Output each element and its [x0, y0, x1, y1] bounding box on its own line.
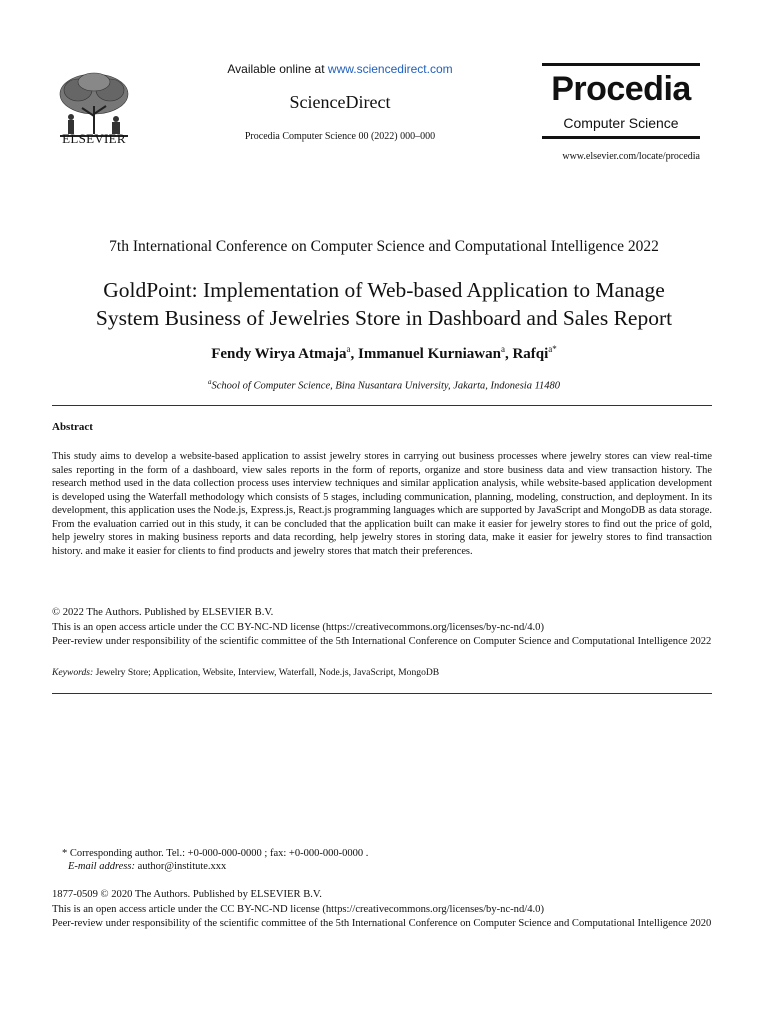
issn-line: 1877-0509 © 2020 The Authors. Published by ELSEVIER B.V. — [52, 889, 322, 900]
abstract-top-rule — [52, 405, 712, 406]
keywords-label: Keywords: — [52, 667, 94, 678]
procedia-wordmark: Procedia — [551, 70, 691, 108]
title-line-1: GoldPoint: Implementation of Web-based Application to Manage — [103, 278, 665, 302]
abstract-heading: Abstract — [52, 421, 93, 433]
corresponding-author-note: * Corresponding author. Tel.: +0-000-000-0000 ; fax: +0-000-000-0000 . — [62, 848, 369, 859]
email-label: E-mail address: — [68, 861, 135, 872]
abstract-body: This study aims to develop a website-based application to assist jewelry stores in carrying out business processes where jewelry stores can view real-time sales reporting in the form of a dashboard, view sales reports in the form of reports, organize and store business data and view transaction history. The research method used in the data collection process uses interview techniques and similar application analysis, while website-based application development is developed using the Waterfall methodology which consists of 5 stages, including communication, planning, modeling, construction, and deployment. In its development, this application uses the Node.js, Express.js, React.js programming languages which are supported by JavaScript and MongoDB as data storage. From the evaluation carried out in this study, it can be concluded that the application built can make it easier for jewelry stores to find out the price of gold, help jewelry stores in making business reports and data recording, help jewelry stores in storing data, make it easier for jewelry stores to find transaction history. and make it easier for clients to find products and jewelry stores that match their preferences. — [52, 451, 712, 557]
license-line: This is an open access article under the CC BY-NC-ND license (https://creativecommons.org/licenses/by-nc-nd/4.0) — [52, 621, 544, 633]
author-list: Fendy Wirya Atmaja$^a$, Immanuel Kurniawan$^a$, Rafqi$^{a*}$ — [211, 344, 557, 362]
abstract-bottom-rule — [52, 693, 712, 694]
procedia-bottom-rule — [542, 136, 700, 139]
conference-name: 7th International Conference on Computer Science and Computational Intelligence 2022 — [109, 238, 659, 255]
affiliation-mark: a — [207, 378, 212, 386]
procedia-top-rule — [542, 63, 700, 66]
journal-citation-line: Procedia Computer Science 00 (2022) 000–000 — [244, 131, 436, 142]
paper-title — [40, 276, 728, 332]
sciencedirect-title: ScienceDirect — [289, 92, 391, 112]
elsevier-wordmark: ELSEVIER — [62, 131, 126, 146]
footer-peer-review-line: Peer-review under responsibility of the scientific committee of the 5th International Conference on Computer Science and Computational Intelligence 2020 — [52, 918, 712, 929]
affiliation-text: School of Computer Science, Bina Nusantara University, Jakarta, Indonesia 11480 — [211, 380, 561, 392]
procedia-subtitle: Computer Science — [563, 115, 679, 131]
keywords-list: Jewelry Store; Application, Website, Interview, Waterfall, Node.js, JavaScript, MongoDB — [93, 667, 440, 678]
available-prefix: Available online at — [227, 62, 328, 76]
affiliation — [40, 378, 728, 392]
footer-license-line: This is an open access article under the CC BY-NC-ND license (https://creativecommons.org/licenses/by-nc-nd/4.0) — [52, 903, 544, 915]
author-name: Fendy Wirya Atmaja — [211, 346, 347, 362]
author-affiliation-mark: a — [346, 344, 351, 354]
author-affiliation-mark: a — [500, 344, 505, 354]
journal-url[interactable]: www.elsevier.com/locate/procedia — [562, 151, 700, 162]
copyright-line: © 2022 The Authors. Published by ELSEVIER B.V. — [52, 607, 274, 618]
sciencedirect-link[interactable]: www.sciencedirect.com — [327, 62, 453, 76]
email-address: author@institute.xxx — [134, 861, 227, 872]
available-online-line — [160, 62, 520, 76]
author-affiliation-mark: a* — [548, 344, 557, 354]
copyright-block — [52, 606, 712, 650]
procedia-logo — [542, 63, 700, 139]
keywords — [52, 667, 712, 678]
author-name: Immanuel Kurniawan — [357, 346, 501, 362]
peer-review-line: Peer-review under responsibility of the scientific committee of the 5th International Conference on Computer Science and Computational Intelligence 2022 — [52, 636, 712, 648]
title-line-2: System Business of Jewelries Store in Dashboard and Sales Report — [95, 306, 673, 330]
footer-copyright-block — [52, 888, 712, 932]
author-name: Rafqi — [512, 346, 549, 362]
email-note — [68, 861, 708, 872]
